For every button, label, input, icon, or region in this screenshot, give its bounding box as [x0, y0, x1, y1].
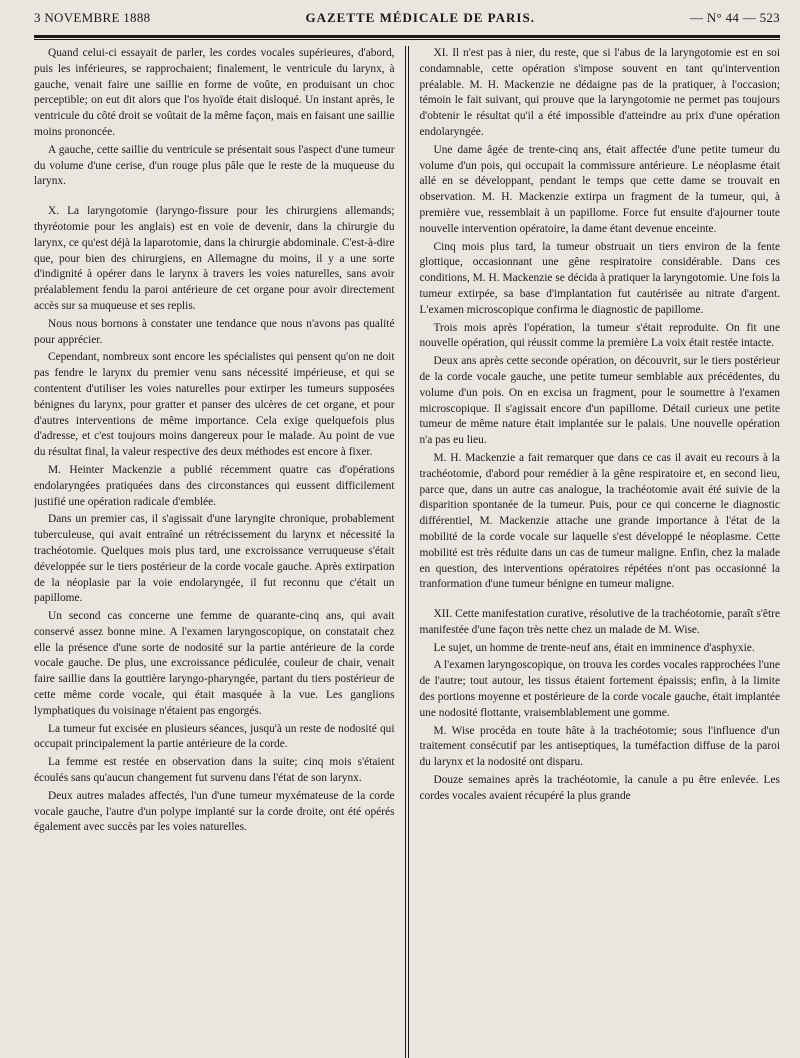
paragraph: Le sujet, un homme de trente-neuf ans, était en imminence d'asphyxie.: [433, 641, 755, 654]
header-date: 3 NOVEMBRE 1888: [34, 10, 151, 25]
paragraph: Dans un premier cas, il s'agissait d'une laryngite chronique, probablement tuberculeuse, qui avait entraîné un rétrécissement du larynx et nécessité la trachéotomie. Quelques mois plus tard, une excroissance verruqueuse s'était développée sur le tiers postérieur de la corde vocale gauche. Après extirpation de la néoplasie par la voie endolaryngée, il fut reconnu que c'était un papillome.: [34, 513, 395, 605]
paragraph: La tumeur fut excisée en plusieurs séances, jusqu'à un reste de nodosité qui occupait principalement la partie antérieure de la corde.: [34, 722, 395, 751]
paragraph-section-xii: XII. Cette manifestation curative, résolutive de la trachéotomie, paraît s'être manifestée d'une façon très nette chez un malade de M. Wise.: [419, 608, 780, 636]
paragraph: Quand celui-ci essayait de parler, les cordes vocales supérieures, d'abord, puis les inférieures, se rapprochaient; finalement, le ventricule du larynx, à gauche, venait faire une saillie en forme de voûte, en produisant un choc perceptible; on eut dit alors que l'os hyoïde était disloqué. Un instant après, le ventricule du côté droit se voûtait de la même façon, mais en faisant une saillie moins prononcée.: [34, 47, 395, 138]
paragraph: Deux ans après cette seconde opération, on découvrit, sur le tiers postérieur de la corde vocale gauche, une petite tumeur semblable aux précédentes, du volume d'un pois. On en excisa un fragment, pour le soumettre à l'examen microscopique. Il s'agissait encore d'un papillome. Détail curieux une petite tumeur de même nature était implantée sur le palais. Une nouvelle opération n'a pas eu lieu.: [419, 355, 780, 447]
paragraph: Cependant, nombreux sont encore les spécialistes qui pensent qu'on ne doit pas fendre le larynx du premier venu sans nécessité impérieuse, et qui se contentent d'utiliser les voies naturelles pour extirper les tumeurs supposées bénignes du larynx, pour gratter et panser des ulcères de cet organe, et pour d'autres interventions de même importance. Cela exige quelquefois plus d'adresse, et c'est toujours moins dangereux pour le malade. Au point de vue du résultat final, la valeur respective des deux méthodes est encore à fixer.: [34, 351, 395, 459]
paragraph: M. Wise procéda en toute hâte à la trachéotomie; sous l'influence d'un traitement consécutif par les antiseptiques, la tuméfaction diffuse de la paroi du larynx et la nodosité ont disparu.: [419, 724, 780, 769]
paragraph: La femme est restée en observation dans la suite; cinq mois s'étaient écoulés sans qu'aucun changement fut survenu dans l'état de son larynx.: [34, 756, 395, 785]
paragraph: Nous nous bornons à constater une tendance que nous n'avons pas qualité pour apprécier.: [34, 317, 395, 346]
journal-title: GAZETTE MÉDICALE DE PARIS.: [305, 10, 535, 25]
header-rule-thick: [34, 35, 780, 38]
paragraph: Trois mois après l'opération, la tumeur s'était reproduite. On fit une nouvelle opération, qui réussit comme la première La voix était restée intacte.: [419, 321, 780, 350]
paragraph: Deux autres malades affectés, l'un d'une tumeur myxémateuse de la corde vocale gauche, l'autre d'un polype implanté sur la corde droite, ont été opérés également avec succès par les voies naturelles.: [34, 789, 395, 834]
paragraph: A l'examen laryngoscopique, on trouva les cordes vocales rapprochées l'une de l'autre; tout autour, les tissus étaient fortement épaissis; enfin, à la limite des portions moyenne et postérieure de la corde vocale gauche, était implantée une nodosité flottante, vraisemblablement une gomme.: [419, 659, 780, 719]
issue-page-number: — N° 44 — 523: [689, 10, 780, 25]
right-column: [409, 46, 780, 1058]
header-rule-thin: [34, 39, 780, 40]
page-header: [34, 10, 780, 32]
paragraph: Cinq mois plus tard, la tumeur obstruait un tiers environ de la fente glottique, occasionnant une gêne respiratoire considérable. Dans ces conditions, M. H. Mackenzie se décida à pratiquer la laryngotomie. Une fois la tumeur extirpée, sa base d'implantation fut cautérisée au nitrate d'argent. L'examen microscopique confirma le diagnostic de papillome.: [419, 240, 780, 316]
text-columns: [34, 46, 780, 1058]
paragraph: Un second cas concerne une femme de quarante-cinq ans, qui avait conservé assez bonne mine. A l'examen laryngoscopique, on constatait chez elle la présence d'une sorte de nodosité sur la partie antérieure de la corde vocale gauche. De plus, une excroissance pédiculée, couleur de chair, venait faire saillie dans la gouttière laryngo-pharyngée, partant du tiers postérieur de cette même corde vocale, qui était masquée à la vue. Les ganglions lymphatiques du voisinage n'étaient pas engorgés.: [34, 610, 395, 717]
left-column: [34, 46, 405, 1058]
paragraph-section-x: X. La laryngotomie (laryngo-fissure pour les chirurgiens allemands; thyréotomie pour les anglais) est en voie de devenir, dans la chirurgie du larynx, ce qu'est déjà la laparotomie, dans la chirurgie abdominale. C'est-à-dire que, pour bien des chirurgiens, en Allemagne du moins, il y a une sorte d'indignité à opérer dans le larynx à travers les voies naturelles, sans avoir préalablement fendu la paroi antérieure de cet organe pour avoir directement accès sur sa muqueuse et ses replis.: [34, 205, 395, 312]
paragraph: A gauche, cette saillie du ventricule se présentait sous l'aspect d'une tumeur du volume d'une cerise, d'un rouge plus pâle que le reste de la muqueuse du larynx.: [34, 143, 395, 188]
paragraph: Douze semaines après la trachéotomie, la canule a pu être enlevée. Les cordes vocales avaient récupéré la plus grande: [419, 774, 780, 802]
paragraph: M. H. Mackenzie a fait remarquer que dans ce cas il avait eu recours à la trachéotomie, d'abord pour remédier à la gêne respiratoire et, en second lieu, parce que, dans un autre cas analogue, la trachéotomie avait été suivie de la disparition spontanée de la tumeur. Puis, pour ce qui concerne le diagnostic différentiel, M. Mackenzie attache une grande importance à l'état de la mobilité de la corde vocale sur laquelle s'est développé le néoplasme. Cette mobilité est très réduite dans un cas de tumeur maligne. Enfin, chez la malade en question, des interventions opératoires répétées n'ont pas occasionné la tranformation d'une tumeur bénigne en tumeur maligne.: [419, 451, 780, 591]
paragraph-section-xi: XI. Il n'est pas à nier, du reste, que si l'abus de la laryngotomie est en soi condamnable, cette opération s'impose souvent en tant qu'intervention préalable. M. H. Mackenzie ne dédaigne pas de la pratiquer, à l'occasion; témoin le fait suivant, qui prouve que la laryngotomie ne permet pas toujours d'obtenir le résultat qu'il a été impossible d'atteindre au prix d'une opération endolaryngée.: [419, 47, 780, 138]
paragraph: Une dame âgée de trente-cinq ans, était affectée d'une petite tumeur du volume d'un pois, qui occupait la commissure antérieure. Le néoplasme était allé en se développant, pendant le temps que cette dame se trouvait en observation. M. H. Mackenzie extirpa un fragment de la tumeur, qui, à première vue, ressemblait à un papillome. Force fut ensuite d'ajourner toute nouvelle intervention opératoire, la dame étant devenue enceinte.: [419, 143, 780, 235]
paragraph: M. Heinter Mackenzie a publié récemment quatre cas d'opérations endolaryngées pratiquées dans des circonstances qui eussent difficilement justifié une opération radicale d'emblée.: [34, 463, 395, 508]
